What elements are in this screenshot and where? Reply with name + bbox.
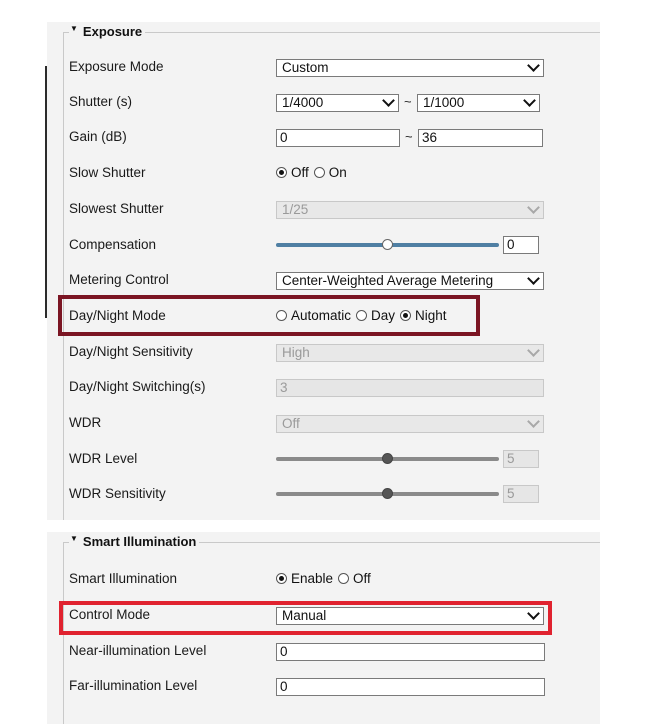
- radio-label: On: [328, 165, 347, 180]
- smart-illumination-off-radio[interactable]: [338, 571, 371, 586]
- shutter-label: Shutter (s): [69, 94, 133, 109]
- radio-checked-icon: [276, 573, 287, 584]
- collapse-triangle-icon: ▼: [70, 534, 78, 543]
- wdr-value: Off: [282, 416, 300, 431]
- chevron-down-icon: [527, 415, 540, 428]
- near-illumination-level-input[interactable]: 0: [276, 643, 545, 661]
- metering-control-label: Metering Control: [69, 272, 169, 287]
- control-mode-label: Control Mode: [69, 607, 151, 622]
- chevron-down-icon: [527, 344, 540, 357]
- near-illumination-level-label: Near-illumination Level: [69, 643, 207, 658]
- radio-unchecked-icon: [338, 573, 349, 584]
- day-night-mode-highlight-box: [58, 295, 480, 336]
- day-night-switching-label: Day/Night Switching(s): [69, 379, 206, 394]
- radio-label: Automatic: [291, 308, 352, 323]
- shutter-max-value: 1/1000: [423, 95, 465, 110]
- slow-shutter-on-radio[interactable]: [314, 165, 347, 180]
- radio-checked-icon: [276, 167, 287, 178]
- control-mode-value: Manual: [282, 608, 327, 623]
- day-night-switching-input: 3: [276, 379, 544, 397]
- exposure-mode-select[interactable]: [276, 59, 544, 77]
- radio-label: Night: [415, 308, 447, 323]
- wdr-sensitivity-value-input: 5: [503, 485, 539, 503]
- compensation-label: Compensation: [69, 237, 157, 252]
- chevron-down-icon: [527, 272, 540, 285]
- wdr-level-slider-handle: [382, 453, 393, 464]
- shutter-min-select[interactable]: [276, 94, 399, 112]
- chevron-down-icon: [382, 94, 395, 107]
- wdr-sensitivity-slider-handle: [382, 488, 393, 499]
- gain-max-input[interactable]: 36: [418, 129, 543, 147]
- smart-illumination-section-title: Smart Illumination: [82, 534, 197, 549]
- gain-label: Gain (dB): [69, 129, 127, 144]
- wdr-level-label: WDR Level: [69, 451, 138, 466]
- slow-shutter-label: Slow Shutter: [69, 165, 146, 180]
- slow-shutter-radio-group: [276, 165, 352, 180]
- chevron-down-icon: [527, 59, 540, 72]
- gain-min-input[interactable]: 0: [276, 129, 400, 147]
- compensation-slider-handle[interactable]: [382, 239, 393, 250]
- wdr-label: WDR: [69, 415, 102, 430]
- wdr-level-value-input: 5: [503, 450, 539, 468]
- smart-illumination-section-toggle[interactable]: [69, 534, 199, 550]
- shutter-min-value: 1/4000: [282, 95, 324, 110]
- radio-label: Off: [353, 571, 371, 586]
- smart-illumination-enable-radio[interactable]: [276, 571, 333, 586]
- exposure-mode-label: Exposure Mode: [69, 59, 164, 74]
- range-separator: ~: [405, 129, 413, 144]
- compensation-value-input[interactable]: 0: [503, 236, 539, 254]
- radio-label: Enable: [291, 571, 334, 586]
- range-separator: ~: [404, 94, 412, 109]
- control-mode-highlight-box: [59, 601, 552, 635]
- slowest-shutter-label: Slowest Shutter: [69, 201, 164, 216]
- day-night-sensitivity-select: [276, 344, 544, 362]
- day-night-sensitivity-value: High: [282, 345, 310, 360]
- smart-illumination-label: Smart Illumination: [69, 571, 178, 586]
- fieldset-border: [63, 32, 64, 520]
- smart-illumination-radio-group: [276, 571, 376, 586]
- wdr-sensitivity-label: WDR Sensitivity: [69, 486, 166, 501]
- chevron-down-icon: [523, 94, 536, 107]
- wdr-select: [276, 415, 544, 433]
- chevron-down-icon: [527, 201, 540, 214]
- collapse-triangle-icon: ▼: [70, 24, 78, 33]
- exposure-section-toggle[interactable]: [69, 24, 145, 40]
- slow-shutter-off-radio[interactable]: [276, 165, 309, 180]
- radio-unchecked-icon: [314, 167, 325, 178]
- exposure-mode-value: Custom: [282, 60, 329, 75]
- metering-control-select[interactable]: [276, 272, 544, 290]
- slowest-shutter-value: 1/25: [282, 202, 309, 217]
- exposure-section-title: Exposure: [82, 24, 143, 39]
- exposure-panel: [47, 22, 600, 520]
- metering-control-value: Center-Weighted Average Metering: [282, 273, 494, 288]
- radio-label: Day: [371, 308, 396, 323]
- far-illumination-level-input[interactable]: 0: [276, 678, 545, 696]
- radio-label: Off: [291, 165, 309, 180]
- shutter-max-select[interactable]: [417, 94, 540, 112]
- far-illumination-level-label: Far-illumination Level: [69, 678, 198, 693]
- slowest-shutter-select: [276, 201, 544, 219]
- day-night-mode-label: Day/Night Mode: [69, 308, 166, 323]
- day-night-sensitivity-label: Day/Night Sensitivity: [69, 344, 193, 359]
